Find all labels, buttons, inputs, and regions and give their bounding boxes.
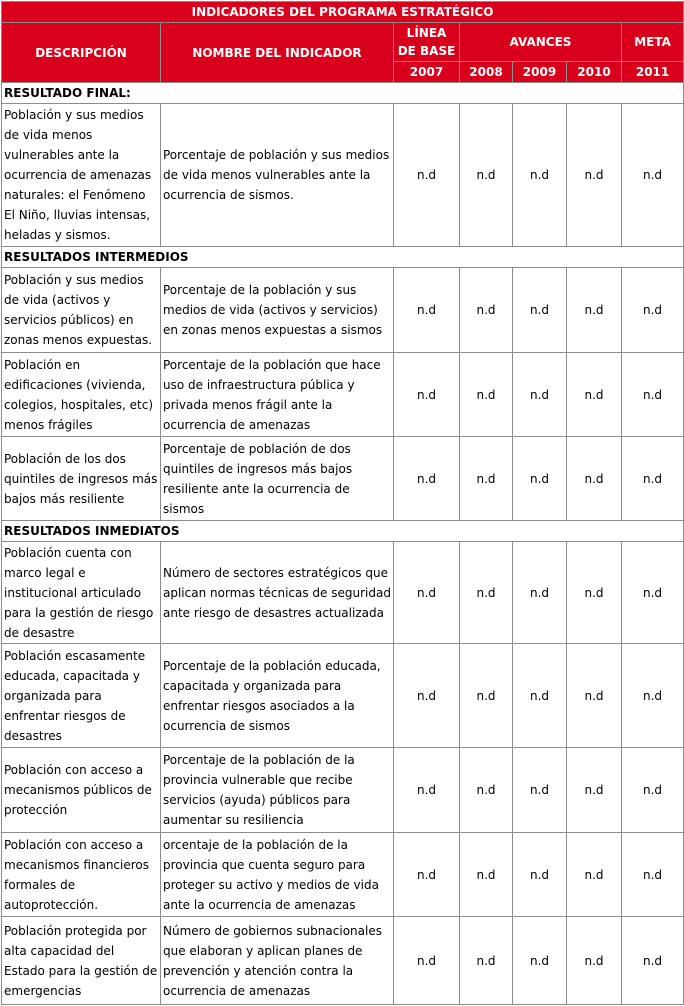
description-cell: Población y sus medios de vida (activos y servicios públicos) en zonas menos expuestas. [2, 268, 161, 353]
indicator-cell: Porcentaje de población de dos quintiles de ingresos más bajos resiliente ante la ocurrencia de sismos [161, 437, 394, 521]
description-cell: Población en edificaciones (vivienda, colegios, hospitales, etc) menos frágiles [2, 353, 161, 437]
value-cell: n.d [567, 353, 622, 437]
year-header: 2008 [460, 62, 513, 83]
value-cell: n.d [394, 353, 460, 437]
value-cell: n.d [394, 542, 460, 644]
table-row [2, 353, 684, 437]
value-cell: n.d [460, 268, 513, 353]
value-cell: n.d [460, 917, 513, 1005]
value-cell: n.d [513, 542, 567, 644]
year-header: 2007 [394, 62, 460, 83]
header-nombre-indicador: NOMBRE DEL INDICADOR [161, 23, 394, 83]
description-cell: Población cuenta con marco legal e institucional articulado para la gestión de riesgo de desastre [2, 542, 161, 644]
table-row [2, 104, 684, 247]
description-cell: Población con acceso a mecanismos financieros formales de autoprotección. [2, 833, 161, 917]
value-cell: n.d [513, 437, 567, 521]
section-title: RESULTADO FINAL: [2, 83, 684, 104]
header-descripcion: DESCRIPCIÓN [2, 23, 161, 83]
value-cell: n.d [513, 268, 567, 353]
value-cell: n.d [622, 437, 684, 521]
table-row [2, 268, 684, 353]
value-cell: n.d [513, 644, 567, 748]
value-cell: n.d [622, 833, 684, 917]
table-row [2, 833, 684, 917]
value-cell: n.d [567, 644, 622, 748]
table-row [2, 437, 684, 521]
indicator-cell: Porcentaje de la población que hace uso de infraestructura pública y privada menos frágil ante la ocurrencia de amenazas [161, 353, 394, 437]
value-cell: n.d [622, 104, 684, 247]
description-cell: Población de los dos quintiles de ingresos más bajos más resiliente [2, 437, 161, 521]
value-cell: n.d [513, 917, 567, 1005]
value-cell: n.d [567, 437, 622, 521]
table-row [2, 917, 684, 1005]
value-cell: n.d [567, 917, 622, 1005]
value-cell: n.d [513, 748, 567, 833]
value-cell: n.d [460, 542, 513, 644]
value-cell: n.d [622, 353, 684, 437]
description-cell: Población y sus medios de vida menos vulnerables ante la ocurrencia de amenazas naturales: el Fenómeno El Niño, lluvias intensas, heladas y sismos. [2, 104, 161, 247]
value-cell: n.d [513, 104, 567, 247]
value-cell: n.d [622, 917, 684, 1005]
description-cell: Población escasamente educada, capacitada y organizada para enfrentar riesgos de desastres [2, 644, 161, 748]
value-cell: n.d [567, 748, 622, 833]
indicator-cell: orcentaje de la población de la provincia que cuenta seguro para proteger su activo y medios de vida ante la ocurrencia de amenazas [161, 833, 394, 917]
value-cell: n.d [394, 104, 460, 247]
header-avances: AVANCES [460, 23, 622, 62]
value-cell: n.d [460, 833, 513, 917]
value-cell: n.d [567, 542, 622, 644]
value-cell: n.d [622, 748, 684, 833]
value-cell: n.d [567, 268, 622, 353]
section-title: RESULTADOS INMEDIATOS [2, 521, 684, 542]
description-cell: Población protegida por alta capacidad del Estado para la gestión de emergencias [2, 917, 161, 1005]
year-header: 2010 [567, 62, 622, 83]
indicator-cell: Porcentaje de la población y sus medios de vida (activos y servicios) en zonas menos expuestas a sismos [161, 268, 394, 353]
header-linea-base: LÍNEA DE BASE [394, 23, 460, 62]
value-cell: n.d [394, 917, 460, 1005]
value-cell: n.d [622, 644, 684, 748]
indicators-table [1, 1, 684, 1005]
value-cell: n.d [513, 353, 567, 437]
description-cell: Población con acceso a mecanismos públicos de protección [2, 748, 161, 833]
value-cell: n.d [394, 748, 460, 833]
value-cell: n.d [622, 542, 684, 644]
value-cell: n.d [460, 748, 513, 833]
value-cell: n.d [460, 644, 513, 748]
value-cell: n.d [460, 353, 513, 437]
table-body [2, 83, 684, 1005]
value-cell: n.d [394, 437, 460, 521]
table-header [2, 2, 684, 83]
section-title: RESULTADOS INTERMEDIOS [2, 247, 684, 268]
value-cell: n.d [622, 268, 684, 353]
indicator-cell: Número de sectores estratégicos que aplican normas técnicas de seguridad ante riesgo de desastres actualizada [161, 542, 394, 644]
year-header: 2009 [513, 62, 567, 83]
table-row [2, 748, 684, 833]
indicator-cell: Porcentaje de la población educada, capacitada y organizada para enfrentar riesgos asociados a la ocurrencia de sismos [161, 644, 394, 748]
value-cell: n.d [513, 833, 567, 917]
value-cell: n.d [567, 833, 622, 917]
header-meta: META [622, 23, 684, 62]
year-header: 2011 [622, 62, 684, 83]
value-cell: n.d [460, 104, 513, 247]
value-cell: n.d [567, 104, 622, 247]
table-row [2, 542, 684, 644]
table-title: INDICADORES DEL PROGRAMA ESTRATÉGICO [2, 2, 684, 23]
table-row [2, 644, 684, 748]
value-cell: n.d [394, 268, 460, 353]
indicator-cell: Número de gobiernos subnacionales que elaboran y aplican planes de prevención y atención contra la ocurrencia de amenazas [161, 917, 394, 1005]
value-cell: n.d [460, 437, 513, 521]
value-cell: n.d [394, 644, 460, 748]
indicator-cell: Porcentaje de la población de la provincia vulnerable que recibe servicios (ayuda) públicos para aumentar su resiliencia [161, 748, 394, 833]
indicator-cell: Porcentaje de población y sus medios de vida menos vulnerables ante la ocurrencia de sismos. [161, 104, 394, 247]
value-cell: n.d [394, 833, 460, 917]
